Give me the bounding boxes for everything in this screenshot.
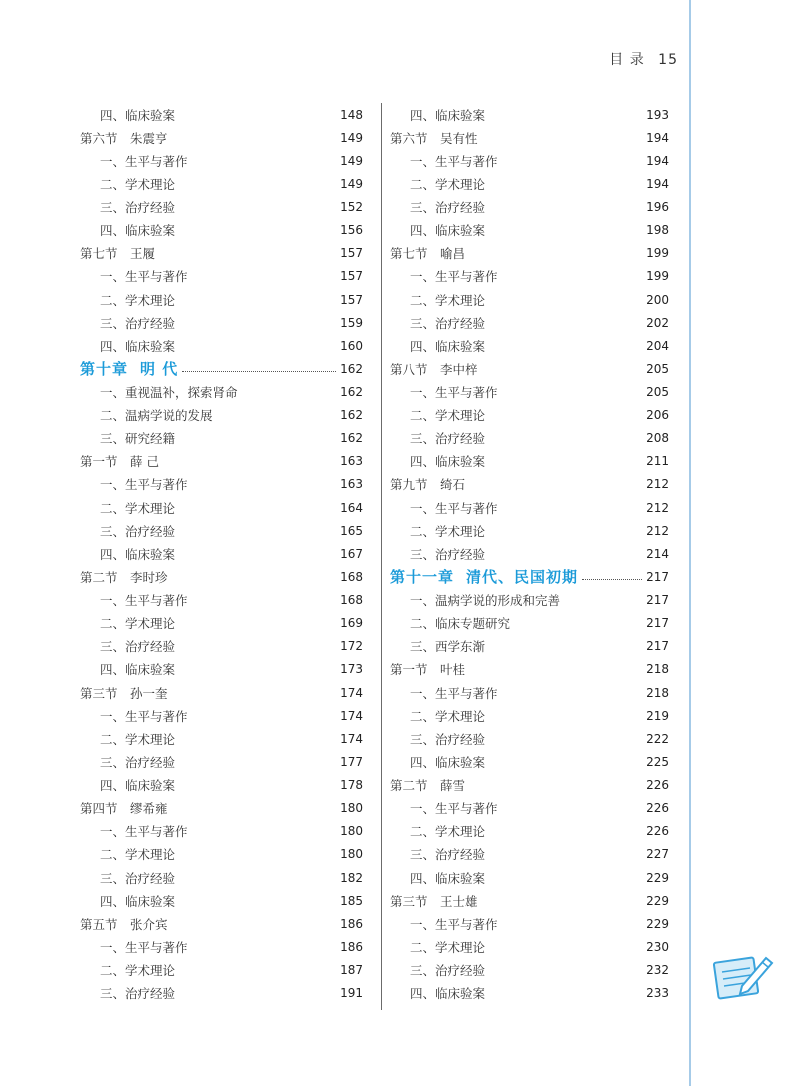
toc-entry-title: 第二节 李时珍 — [80, 569, 168, 585]
toc-entry-title: 四、临床验案 — [100, 338, 176, 354]
toc-subsection-entry[interactable] — [390, 750, 669, 773]
toc-subsection-entry[interactable] — [390, 404, 669, 427]
toc-page-number: 159 — [340, 315, 363, 330]
toc-page-number: 149 — [340, 176, 363, 191]
toc-page-number: 149 — [340, 130, 363, 145]
toc-entry-title: 第五节 张介宾 — [80, 916, 168, 932]
toc-subsection-entry[interactable] — [80, 935, 363, 958]
toc-entry-title: 三、西学东渐 — [410, 639, 486, 655]
toc-section-entry[interactable] — [390, 774, 669, 797]
toc-entry-title: 二、学术理论 — [100, 176, 176, 192]
toc-entry-title: 第六节 朱震亨 — [80, 130, 168, 146]
toc-page-number: 218 — [646, 685, 669, 700]
toc-subsection-entry[interactable] — [80, 589, 363, 612]
toc-subsection-entry[interactable] — [390, 612, 669, 635]
toc-page-number: 217 — [646, 593, 669, 607]
toc-entry-title: 三、治疗经验 — [100, 870, 176, 886]
toc-entry-title: 四、临床验案 — [100, 223, 176, 239]
toc-entry-title: 二、学术理论 — [100, 500, 176, 516]
toc-entry-title: 四、临床验案 — [410, 870, 486, 886]
toc-subsection-entry[interactable] — [390, 589, 669, 612]
toc-entry-title: 三、治疗经验 — [410, 200, 486, 215]
toc-page-number: 191 — [340, 986, 363, 1001]
toc-page-number: 219 — [646, 708, 669, 723]
toc-entry-title: 三、治疗经验 — [100, 523, 176, 539]
toc-entry-title: 三、治疗经验 — [410, 315, 486, 331]
toc-page-number: 233 — [646, 986, 669, 1001]
toc-subsection-entry[interactable] — [80, 196, 363, 219]
toc-subsection-entry[interactable] — [390, 681, 669, 704]
toc-subsection-entry[interactable] — [390, 820, 669, 843]
toc-entry-title: 一、生平与著作 — [410, 685, 498, 701]
toc-entry-title: 四、临床验案 — [410, 223, 486, 239]
toc-entry-title: 第八节 李中梓 — [390, 361, 478, 377]
toc-entry-title: 第七节 王履 — [80, 246, 156, 262]
toc-entry-title: 一、温病学说的形成和完善 — [410, 593, 561, 608]
toc-subsection-entry[interactable] — [80, 889, 363, 912]
toc-leader-dots — [182, 371, 336, 372]
toc-page-number: 174 — [340, 685, 363, 700]
toc-entry-title: 四、临床验案 — [410, 986, 486, 1002]
toc-subsection-entry[interactable] — [390, 843, 669, 866]
toc-subsection-entry[interactable] — [80, 265, 363, 288]
toc-subsection-entry[interactable] — [390, 496, 669, 519]
toc-page-number: 202 — [646, 315, 669, 330]
toc-subsection-entry[interactable] — [390, 219, 669, 242]
toc-subsection-entry[interactable] — [80, 612, 363, 635]
toc-entry-title: 第一节 叶桂 — [390, 662, 466, 678]
toc-section-entry[interactable] — [390, 889, 669, 912]
toc-page-number: 206 — [646, 408, 669, 423]
toc-entry-title: 第九节 绮石 — [390, 477, 466, 493]
toc-page-number: 180 — [340, 847, 363, 862]
toc-chapter-title: 明 代 — [140, 360, 179, 379]
toc-page-number: 163 — [340, 454, 363, 469]
toc-page-number: 232 — [646, 962, 669, 977]
toc-leader-dots — [582, 579, 642, 580]
toc-page-number: 229 — [646, 916, 669, 931]
toc-entry-title: 第七节 喻昌 — [390, 246, 466, 262]
toc-section-entry[interactable] — [390, 473, 669, 496]
toc-section-entry[interactable] — [80, 565, 363, 588]
toc-subsection-entry[interactable] — [80, 727, 363, 750]
toc-section-entry[interactable] — [80, 126, 363, 149]
toc-subsection-entry[interactable] — [390, 103, 669, 126]
toc-page-number: 229 — [646, 870, 669, 885]
toc-page-number: 218 — [646, 662, 669, 677]
toc-subsection-entry[interactable] — [390, 149, 669, 172]
toc-page-number: 199 — [646, 246, 669, 261]
toc-page-number: 211 — [646, 454, 669, 469]
toc-entry-title: 一、生平与著作 — [100, 939, 188, 955]
toc-subsection-entry[interactable] — [390, 265, 669, 288]
toc-subsection-entry[interactable] — [390, 958, 669, 981]
toc-subsection-entry[interactable] — [80, 519, 363, 542]
toc-entry-title: 四、临床验案 — [100, 893, 176, 909]
toc-entry-title: 一、生平与著作 — [100, 708, 188, 724]
toc-entry-title: 三、治疗经验 — [410, 546, 486, 562]
toc-page-number: 212 — [646, 500, 669, 515]
toc-subsection-entry[interactable] — [390, 866, 669, 889]
toc-section-entry[interactable] — [390, 357, 669, 380]
toc-subsection-entry[interactable] — [80, 473, 363, 496]
running-header — [601, 49, 678, 69]
toc-entry-title: 第一节 薛 己 — [80, 454, 159, 470]
toc-chapter-entry[interactable] — [80, 357, 363, 380]
toc-subsection-entry[interactable] — [390, 704, 669, 727]
toc-subsection-entry[interactable] — [390, 450, 669, 473]
toc-subsection-entry[interactable] — [390, 727, 669, 750]
toc-subsection-entry[interactable] — [80, 380, 363, 403]
toc-subsection-entry[interactable] — [390, 912, 669, 935]
toc-page-number: 152 — [340, 200, 363, 214]
toc-page-number: 212 — [646, 477, 669, 492]
toc-chapter-title: 清代、民国初期 — [466, 568, 579, 587]
toc-page-number: 164 — [340, 500, 363, 515]
toc-page-number: 149 — [340, 153, 363, 168]
toc-entry-title: 二、学术理论 — [410, 176, 486, 192]
toc-entry-title: 一、生平与著作 — [410, 153, 498, 169]
toc-subsection-entry[interactable] — [80, 334, 363, 357]
toc-subsection-entry[interactable] — [80, 750, 363, 773]
toc-entry-title: 三、治疗经验 — [410, 962, 486, 978]
toc-entry-title: 第四节 缪希雍 — [80, 801, 168, 817]
toc-page-number: 196 — [646, 200, 669, 214]
toc-entry-title: 二、学术理论 — [410, 824, 486, 840]
toc-subsection-entry[interactable] — [390, 797, 669, 820]
toc-page-number: 186 — [340, 939, 363, 954]
toc-subsection-entry[interactable] — [390, 334, 669, 357]
toc-page-number: 226 — [646, 824, 669, 839]
toc-entry-title: 一、重视温补，探索肾命 — [100, 384, 238, 400]
toc-entry-title: 二、临床专题研究 — [410, 616, 511, 632]
toc-page-number: 194 — [646, 153, 669, 168]
column-divider — [381, 103, 382, 1010]
toc-entry-title: 一、生平与著作 — [100, 824, 188, 840]
toc-entry-title: 二、学术理论 — [100, 616, 176, 632]
toc-page-number: 180 — [340, 801, 363, 816]
toc-subsection-entry[interactable] — [390, 311, 669, 334]
toc-subsection-entry[interactable] — [80, 311, 363, 334]
toc-page-number: 180 — [340, 824, 363, 839]
toc-page-number: 162 — [340, 361, 363, 376]
header-section-title: 目 录 — [609, 52, 645, 68]
toc-page-number: 163 — [340, 477, 363, 492]
toc-entry-title: 三、治疗经验 — [100, 200, 176, 215]
toc-entry-title: 一、生平与著作 — [100, 269, 188, 285]
toc-subsection-entry[interactable] — [80, 635, 363, 658]
toc-subsection-entry[interactable] — [390, 196, 669, 219]
toc-page-number: 162 — [340, 384, 363, 399]
header-page-number: 15 — [658, 52, 678, 68]
toc-entry-title: 一、生平与著作 — [100, 477, 188, 493]
toc-subsection-entry[interactable] — [390, 288, 669, 311]
toc-entry-title: 三、治疗经验 — [100, 315, 176, 331]
toc-subsection-entry[interactable] — [80, 866, 363, 889]
toc-page-number: 217 — [646, 569, 669, 584]
toc-entry-title: 二、温病学说的发展 — [100, 408, 213, 424]
toc-subsection-entry[interactable] — [80, 288, 363, 311]
toc-entry-title: 一、生平与著作 — [100, 593, 188, 608]
toc-page-number: 177 — [340, 754, 363, 769]
toc-page-number: 198 — [646, 223, 669, 238]
toc-entry-title: 四、临床验案 — [100, 546, 176, 562]
toc-entry-title: 二、学术理论 — [100, 847, 176, 863]
toc-page-number: 157 — [340, 292, 363, 307]
toc-entry-title: 第二节 薛雪 — [390, 778, 466, 793]
toc-entry-title: 第六节 吴有性 — [390, 130, 478, 146]
toc-entry-title: 四、临床验案 — [410, 454, 486, 470]
toc-subsection-entry[interactable] — [80, 958, 363, 981]
toc-subsection-entry[interactable] — [390, 380, 669, 403]
toc-entry-title: 第三节 孙一奎 — [80, 685, 168, 701]
toc-entry-title: 二、学术理论 — [100, 292, 176, 308]
toc-subsection-entry[interactable] — [390, 172, 669, 195]
toc-subsection-entry[interactable] — [80, 149, 363, 172]
toc-page-number: 193 — [646, 107, 669, 122]
toc-entry-title: 一、生平与著作 — [410, 500, 498, 516]
toc-section-entry[interactable] — [80, 242, 363, 265]
toc-entry-title: 二、学术理论 — [410, 708, 486, 724]
toc-subsection-entry[interactable] — [80, 103, 363, 126]
toc-page-number: 222 — [646, 731, 669, 746]
toc-subsection-entry[interactable] — [80, 496, 363, 519]
toc-page-number: 173 — [340, 662, 363, 677]
toc-section-entry[interactable] — [390, 658, 669, 681]
toc-page-number: 162 — [340, 431, 363, 446]
toc-subsection-entry[interactable] — [80, 982, 363, 1005]
toc-page-number: 174 — [340, 708, 363, 723]
toc-entry-title: 二、学术理论 — [410, 408, 486, 424]
toc-section-entry[interactable] — [390, 242, 669, 265]
toc-page-number: 194 — [646, 130, 669, 145]
toc-entry-title: 三、治疗经验 — [100, 639, 176, 655]
toc-entry-title: 三、治疗经验 — [410, 731, 486, 747]
toc-entry-title: 四、临床验案 — [100, 107, 176, 123]
toc-page-number: 226 — [646, 801, 669, 816]
toc-page-number: 172 — [340, 639, 363, 654]
page-edge-rule — [689, 0, 691, 1086]
toc-subsection-entry[interactable] — [80, 774, 363, 797]
toc-subsection-entry[interactable] — [80, 704, 363, 727]
toc-subsection-entry[interactable] — [80, 843, 363, 866]
toc-page-number: 199 — [646, 269, 669, 284]
toc-entry-title: 二、学术理论 — [100, 962, 176, 978]
toc-entry-title: 三、研究经籍 — [100, 431, 176, 447]
toc-subsection-entry[interactable] — [80, 172, 363, 195]
toc-subsection-entry[interactable] — [80, 219, 363, 242]
toc-page-number: 157 — [340, 246, 363, 261]
toc-page-number: 156 — [340, 223, 363, 238]
toc-section-entry[interactable] — [390, 126, 669, 149]
toc-page-number: 226 — [646, 778, 669, 792]
toc-entry-title: 第十章 — [80, 360, 129, 379]
toc-page-number: 157 — [340, 269, 363, 284]
toc-page-number: 217 — [646, 639, 669, 654]
toc-entry-title: 一、生平与著作 — [410, 384, 498, 400]
toc-page-number: 227 — [646, 847, 669, 862]
toc-page-number: 185 — [340, 893, 363, 908]
toc-page-number: 169 — [340, 616, 363, 631]
toc-entry-title: 第十一章 — [390, 568, 455, 587]
toc-page-number: 194 — [646, 176, 669, 191]
toc-page-number: 186 — [340, 916, 363, 931]
toc-subsection-entry[interactable] — [390, 982, 669, 1005]
toc-page-number: 162 — [340, 408, 363, 423]
toc-entry-title: 二、学术理论 — [410, 939, 486, 955]
toc-section-entry[interactable] — [80, 450, 363, 473]
toc-page-number: 225 — [646, 754, 669, 769]
toc-page-number: 174 — [340, 731, 363, 746]
toc-page-number: 168 — [340, 593, 363, 607]
toc-page-number: 204 — [646, 338, 669, 353]
toc-entry-title: 三、治疗经验 — [410, 431, 486, 447]
toc-subsection-entry[interactable] — [390, 635, 669, 658]
toc-subsection-entry[interactable] — [80, 427, 363, 450]
toc-entry-title: 二、学术理论 — [410, 523, 486, 539]
toc-page-number: 167 — [340, 546, 363, 561]
toc-subsection-entry[interactable] — [80, 542, 363, 565]
toc-entry-title: 三、治疗经验 — [100, 754, 176, 770]
toc-entry-title: 一、生平与著作 — [100, 153, 188, 169]
toc-entry-title: 四、临床验案 — [100, 778, 176, 793]
toc-entry-title: 二、学术理论 — [410, 292, 486, 308]
toc-page-number: 208 — [646, 431, 669, 446]
toc-page-number: 205 — [646, 361, 669, 376]
toc-page-number: 187 — [340, 962, 363, 977]
toc-entry-title: 四、临床验案 — [410, 754, 486, 770]
toc-subsection-entry[interactable] — [80, 658, 363, 681]
toc-page-number: 217 — [646, 616, 669, 631]
toc-chapter-entry[interactable] — [390, 565, 669, 588]
toc-page-number: 212 — [646, 523, 669, 538]
toc-page-number: 200 — [646, 292, 669, 307]
toc-section-entry[interactable] — [80, 681, 363, 704]
toc-entry-title: 四、临床验案 — [410, 107, 486, 123]
toc-entry-title: 四、临床验案 — [410, 338, 486, 354]
toc-subsection-entry[interactable] — [80, 404, 363, 427]
toc-subsection-entry[interactable] — [390, 519, 669, 542]
toc-entry-title: 四、临床验案 — [100, 662, 176, 678]
toc-page-number: 178 — [340, 778, 363, 792]
toc-entry-title: 一、生平与著作 — [410, 801, 498, 817]
toc-page-number: 229 — [646, 893, 669, 908]
toc-page-number: 165 — [340, 523, 363, 538]
toc-subsection-entry[interactable] — [390, 542, 669, 565]
toc-page-number: 160 — [340, 338, 363, 353]
toc-section-entry[interactable] — [80, 912, 363, 935]
notebook-pencil-icon — [712, 952, 774, 1002]
toc-subsection-entry[interactable] — [390, 427, 669, 450]
toc-page-number: 148 — [340, 107, 363, 122]
toc-subsection-entry[interactable] — [80, 820, 363, 843]
toc-page-number: 182 — [340, 870, 363, 885]
toc-entry-title: 三、治疗经验 — [410, 847, 486, 863]
toc-subsection-entry[interactable] — [390, 935, 669, 958]
toc-entry-title: 二、学术理论 — [100, 731, 176, 747]
toc-entry-title: 一、生平与著作 — [410, 916, 498, 932]
toc-page-number: 205 — [646, 384, 669, 399]
toc-entry-title: 三、治疗经验 — [100, 986, 176, 1002]
toc-entry-title: 一、生平与著作 — [410, 269, 498, 285]
toc-page-number: 168 — [340, 569, 363, 584]
toc-entry-title: 第三节 王士雄 — [390, 893, 478, 909]
toc-page-number: 230 — [646, 939, 669, 954]
toc-page-number: 214 — [646, 546, 669, 561]
toc-section-entry[interactable] — [80, 797, 363, 820]
